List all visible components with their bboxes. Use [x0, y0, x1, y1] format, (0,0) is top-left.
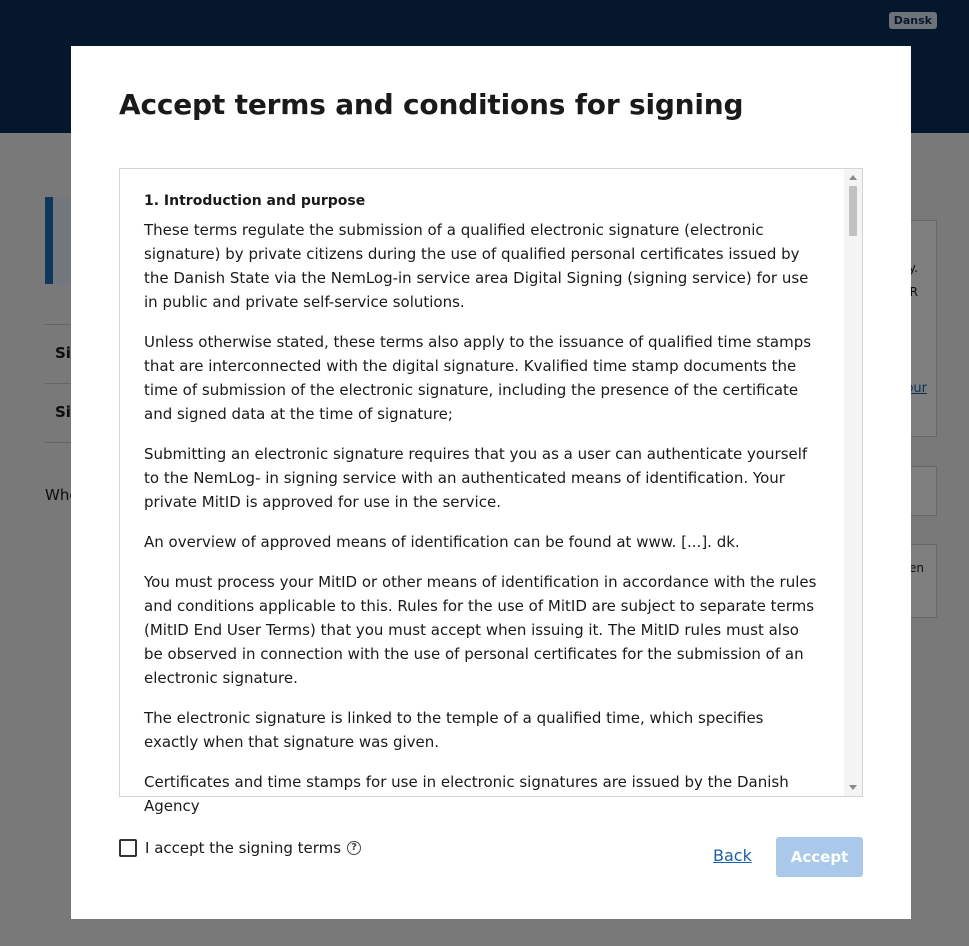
accept-button[interactable]: Accept — [776, 837, 863, 877]
terms-paragraph: The electronic signature is linked to the temple of a qualified time, which specifies exactly when that signature was given. — [144, 709, 764, 751]
terms-paragraph: An overview of approved means of identification can be found at www. [...]. dk. — [144, 533, 740, 551]
terms-paragraph: Certificates and time stamps for use in electronic signatures are issued by the Danish Agency — [144, 773, 789, 815]
accept-terms-checkbox[interactable] — [119, 839, 137, 857]
terms-dialog — [71, 46, 911, 919]
dialog-title: Accept terms and conditions for signing — [119, 88, 744, 121]
terms-content — [120, 169, 844, 815]
scroll-up-arrow-icon[interactable] — [849, 175, 857, 180]
scroll-down-arrow-icon[interactable] — [849, 785, 857, 790]
terms-paragraph: You must process your MitID or other means of identification in accordance with the rules and conditions applicable to this. Rules for the use of MitID are subject to separate terms (MitID End User Terms) that you must accept when issuing it. The MitID rules must also be observed in connection with the use of personal certificates for the submission of an electronic signature. — [144, 573, 817, 687]
back-button[interactable]: Back — [713, 846, 752, 865]
terms-heading: 1. Introduction and purpose — [144, 193, 366, 209]
help-icon[interactable]: ? — [347, 841, 361, 855]
terms-scroll-box[interactable] — [119, 168, 863, 815]
terms-paragraph: Unless otherwise stated, these terms also apply to the issuance of qualified time stamps that are interconnected with the digital signature. Kvalified time stamp documents the time of submission of the electronic signature, including the presence of the certificate and signed data at the time of signature; — [144, 333, 812, 423]
scroll-thumb[interactable] — [849, 186, 857, 236]
terms-scrollbar[interactable] — [844, 169, 862, 796]
accept-terms-control — [119, 839, 361, 857]
terms-paragraph: Submitting an electronic signature requires that you as a user can authenticate yourself to the NemLog- in signing service with an authenticated means of identification. Your private MitID is approved for use in the service. — [144, 445, 808, 511]
terms-paragraph: These terms regulate the submission of a qualified electronic signature (electronic signature) by private citizens during the use of qualified personal certificates issued by the Danish State via the NemLog-in service area Digital Signing (signing service) for use in public and private self-service solutions. — [144, 221, 809, 311]
accept-terms-label[interactable]: I accept the signing terms — [145, 839, 342, 857]
